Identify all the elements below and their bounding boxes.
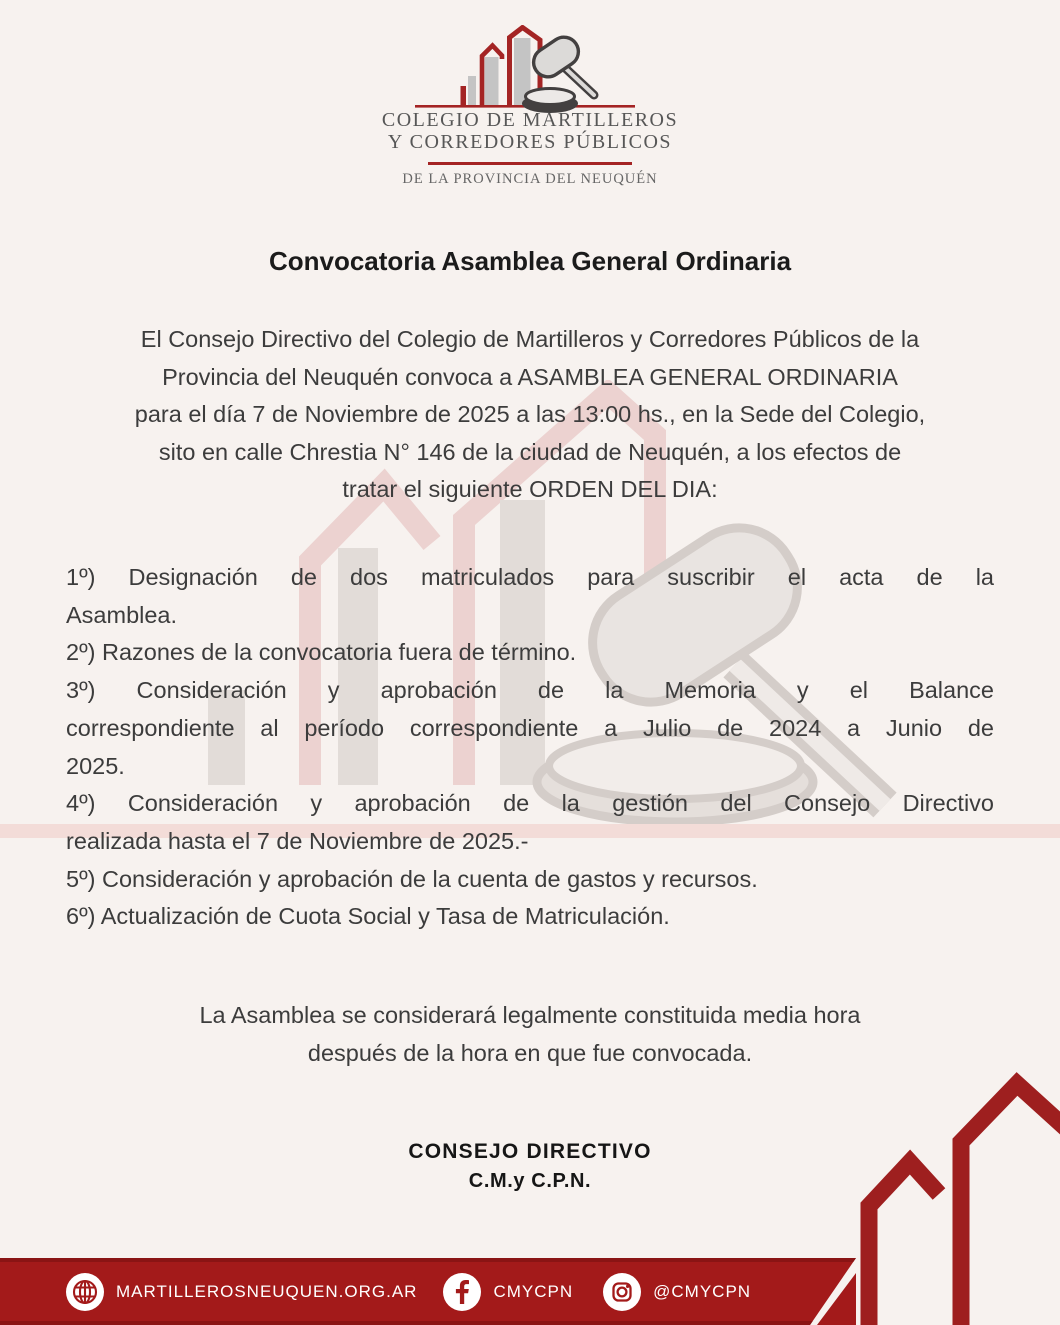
agenda-item-5 xyxy=(66,861,994,899)
closing-line: La Asamblea se considerará legalmente constituida media hora xyxy=(199,1002,861,1028)
facebook-icon xyxy=(443,1273,481,1311)
agenda-line: 2025. xyxy=(66,752,125,779)
agenda-line: Asamblea. xyxy=(66,601,178,628)
intro-paragraph xyxy=(63,321,997,509)
agenda-line: realizada hasta el 7 de Noviembre de 2025.- xyxy=(66,827,529,854)
footer-bottom-edge xyxy=(0,1321,856,1325)
closing-paragraph xyxy=(63,997,997,1072)
footer-website-link[interactable] xyxy=(66,1273,417,1311)
intro-line: El Consejo Directivo del Colegio de Martilleros y Corredores Públicos de la xyxy=(140,326,920,352)
agenda-item-3 xyxy=(66,672,994,785)
agenda-line: 5º) Consideración y aprobación de la cuenta de gastos y recursos. xyxy=(66,865,758,892)
intro-line: tratar el siguiente ORDEN DEL DIA: xyxy=(342,476,718,503)
logo-divider-line xyxy=(428,162,632,165)
intro-line: Provincia del Neuquén convoca a ASAMBLEA GENERAL ORDINARIA xyxy=(162,363,898,390)
footer-instagram-link[interactable] xyxy=(603,1273,751,1311)
corner-houses-decoration xyxy=(840,1070,1060,1325)
instagram-icon xyxy=(603,1273,641,1311)
org-name-line2: Y CORREDORES PÚBLICOS xyxy=(387,131,673,153)
signature-consejo-directivo: CONSEJO DIRECTIVO xyxy=(408,1140,652,1163)
gavel-icon xyxy=(522,32,594,113)
footer-instagram-text: @CMYCPN xyxy=(653,1282,752,1301)
intro-line: sito en calle Chrestia N° 146 de la ciudad de Neuquén, a los efectos de xyxy=(158,438,902,465)
agenda-item-2 xyxy=(66,634,994,672)
agenda-line: 1º) Designación de dos matriculados para suscribir el acta de la xyxy=(66,564,994,590)
agenda-line: 4º) Consideración y aprobación de la gestión del Consejo Directivo xyxy=(66,790,994,817)
footer-content xyxy=(66,1272,751,1312)
agenda-item-6 xyxy=(66,898,994,936)
intro-line: para el día 7 de Noviembre de 2025 a las 13:00 hs., en la Sede del Colegio, xyxy=(134,401,926,428)
closing-line: después de la hora en que fue convocada. xyxy=(307,1039,753,1066)
agenda-item-1 xyxy=(66,559,994,634)
org-name-line1: COLEGIO DE MARTILLEROS xyxy=(381,109,679,131)
agenda-list xyxy=(66,559,994,936)
agenda-line: 6º) Actualización de Cuota Social y Tasa de Matriculación. xyxy=(66,903,670,930)
footer-website-text: MARTILLEROSNEUQUEN.ORG.AR xyxy=(116,1282,418,1301)
footer-facebook-text: CMYCPN xyxy=(493,1282,574,1301)
corner-house-tall xyxy=(961,1084,1060,1325)
agenda-line: correspondiente al período correspondiente a Julio de 2024 a Junio de xyxy=(66,714,994,741)
document-title: Convocatoria Asamblea General Ordinaria xyxy=(268,246,792,276)
agenda-line: 3º) Consideración y aprobación de la Memoria y el Balance xyxy=(66,677,994,704)
signature-cmycpn: C.M.y C.P.N. xyxy=(468,1170,592,1192)
org-subtitle: DE LA PROVINCIA DEL NEUQUÉN xyxy=(402,171,658,187)
globe-icon xyxy=(66,1273,104,1311)
agenda-item-4 xyxy=(66,785,994,860)
footer-top-edge xyxy=(0,1258,856,1262)
agenda-line: 2º) Razones de la convocatoria fuera de término. xyxy=(66,639,577,666)
logo-buildings-gavel-icon xyxy=(410,25,650,115)
footer-facebook-link[interactable] xyxy=(443,1273,573,1311)
